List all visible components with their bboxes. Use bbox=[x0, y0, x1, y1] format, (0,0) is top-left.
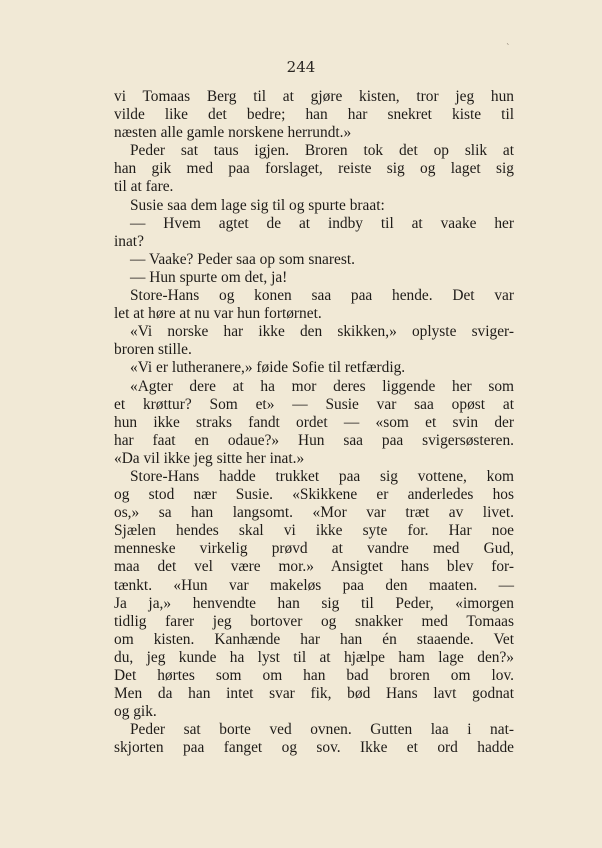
text-line: Men da han intet svar fik, bød Hans lavt godnat bbox=[114, 685, 514, 703]
text-line: broren stille. bbox=[114, 341, 192, 359]
text-line: hun ikke straks fandt ordet — «som et svin der bbox=[114, 413, 514, 431]
page-speck: ˋ bbox=[506, 44, 511, 54]
text-line: om kisten. Kanhænde har han én staaende. Vet bbox=[114, 630, 514, 648]
text-line: Store-Hans og konen saa paa hende. Det var bbox=[130, 287, 514, 305]
text-line: «Vi er lutheranere,» føide Sofie til retfærdig. bbox=[130, 359, 406, 377]
text-line: menneske virkelig prøvd at vandre med Gud, bbox=[114, 540, 514, 558]
text-line: han gik med paa forslaget, reiste sig og laget sig bbox=[114, 160, 514, 178]
text-line: Det hørtes som om han bad broren om lov. bbox=[114, 667, 514, 684]
text-line: Peder sat taus igjen. Broren tok det op slik at bbox=[130, 142, 514, 160]
text-line: inat? bbox=[114, 232, 144, 250]
text-line: tænkt. «Hun var makeløs paa den maaten. — bbox=[114, 576, 514, 594]
text-line: os,» sa han langsomt. «Mor var træt av livet. bbox=[114, 504, 514, 522]
text-line: et krøttur? Som et» — Susie var saa opøst at bbox=[114, 395, 514, 413]
text-line: og gik. bbox=[114, 703, 157, 721]
body-text bbox=[114, 88, 514, 757]
text-line: «Agter dere at ha mor deres liggende her som bbox=[130, 377, 514, 395]
text-line: — Hvem agtet de at indby til at vaake her bbox=[130, 214, 514, 232]
text-line: tidlig farer jeg bortover og snakker med Tomaas bbox=[114, 612, 514, 630]
text-line: — Vaake? Peder saa op som snarest. bbox=[130, 250, 355, 268]
text-line: skjorten paa fanget og sov. Ikke et ord hadde bbox=[114, 739, 514, 757]
text-line: Susie saa dem lage sig til og spurte braat: bbox=[130, 196, 385, 214]
text-line: vi Tomaas Berg til at gjøre kisten, tror jeg hun bbox=[114, 88, 514, 105]
text-line: næsten alle gamle norskene herrundt.» bbox=[114, 124, 352, 142]
text-line: Store-Hans hadde trukket paa sig vottene, kom bbox=[130, 467, 514, 485]
text-line: let at høre at nu var hun fortørnet. bbox=[114, 305, 322, 323]
text-line: og stod nær Susie. «Skikkene er anderledes hos bbox=[114, 486, 514, 504]
page-number: 244 bbox=[286, 58, 316, 76]
text-line: maa det vel være mor.» Ansigtet hans blev for- bbox=[114, 558, 514, 576]
text-line: Sjælen hendes skal vi ikke syte for. Har noe bbox=[114, 522, 514, 540]
text-line: «Da vil ikke jeg sitte her inat.» bbox=[114, 449, 305, 467]
text-line: du, jeg kunde ha lyst til at hjælpe ham lage den?» bbox=[114, 648, 514, 666]
text-line: har faat en odaue?» Hun saa paa svigersøsteren. bbox=[114, 431, 514, 449]
text-line: Peder sat borte ved ovnen. Gutten laa i nat- bbox=[130, 721, 514, 739]
text-line: «Vi norske har ikke den skikken,» oplyste sviger- bbox=[130, 323, 514, 341]
text-line: til at fare. bbox=[114, 178, 174, 196]
text-line: Ja ja,» henvendte han sig til Peder, «imorgen bbox=[114, 594, 514, 612]
text-line: vilde like det bedre; han har snekret kiste til bbox=[114, 106, 514, 124]
text-line: — Hun spurte om det, ja! bbox=[130, 268, 288, 286]
